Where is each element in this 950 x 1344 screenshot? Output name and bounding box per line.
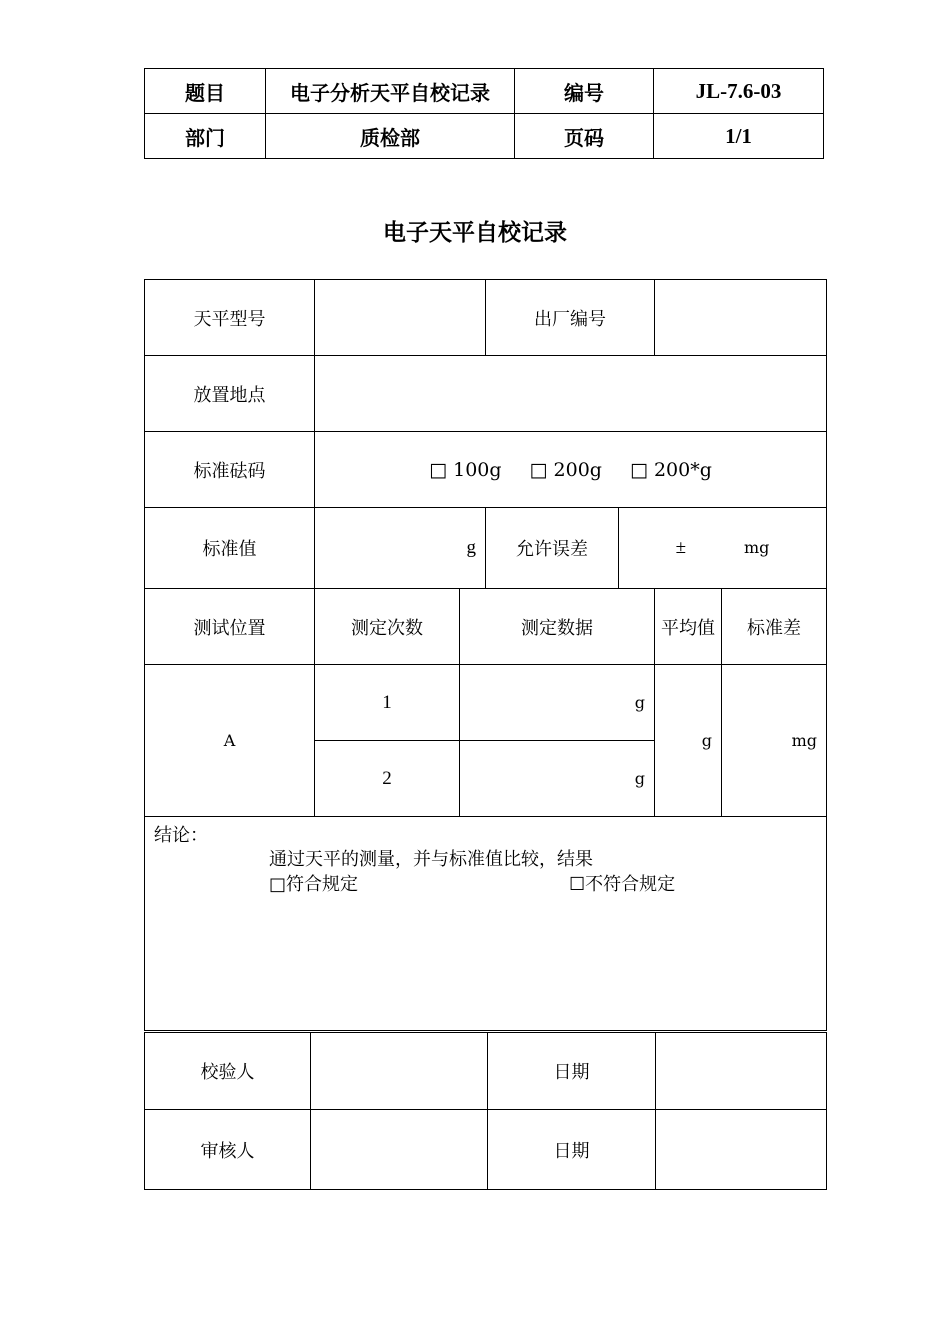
location-field[interactable] xyxy=(315,356,827,432)
page-value: 1/1 xyxy=(654,114,824,159)
conform-checkbox[interactable]: □符合规定 xyxy=(269,874,359,895)
dept-label: 部门 xyxy=(145,114,266,159)
count-2: 2 xyxy=(315,741,460,817)
signature-table xyxy=(144,1032,827,1190)
plus-minus-sign: ± xyxy=(675,537,686,558)
weight-option-200g[interactable]: □ 200g xyxy=(529,458,602,481)
col-count-header: 测定次数 xyxy=(315,589,460,665)
document-title: 电子天平自校记录 xyxy=(383,220,567,246)
number-label: 编号 xyxy=(515,69,654,114)
number-value: JL-7.6-03 xyxy=(654,69,824,114)
col-data-header: 测定数据 xyxy=(460,589,655,665)
mean-field[interactable]: g xyxy=(655,665,722,817)
data-field-2[interactable]: g xyxy=(460,741,655,817)
page-label: 页码 xyxy=(515,114,654,159)
reviewer-field[interactable] xyxy=(311,1110,488,1190)
conclusion-label: 结论： xyxy=(154,825,208,846)
serial-label: 出厂编号 xyxy=(486,280,655,356)
model-field[interactable] xyxy=(315,280,486,356)
weights-options xyxy=(315,432,827,508)
position-a: A xyxy=(145,665,315,817)
count-1: 1 xyxy=(315,665,460,741)
subject-value: 电子分析天平自校记录 xyxy=(266,69,515,114)
location-label: 放置地点 xyxy=(145,356,315,432)
tolerance-field[interactable] xyxy=(619,508,827,589)
model-label: 天平型号 xyxy=(145,280,315,356)
weight-option-200star-g[interactable]: □ 200*g xyxy=(629,458,712,481)
calibration-form-table xyxy=(144,279,827,1031)
date-field-1[interactable] xyxy=(656,1033,827,1110)
col-std-header: 标准差 xyxy=(722,589,827,665)
reviewer-label: 审核人 xyxy=(145,1110,311,1190)
weight-option-100g[interactable]: □ 100g xyxy=(429,458,502,481)
std-field[interactable]: mg xyxy=(722,665,827,817)
conclusion-text: 通过天平的测量，并与标准值比较，结果 xyxy=(269,849,593,870)
col-position-header: 测试位置 xyxy=(145,589,315,665)
date-label-1: 日期 xyxy=(488,1033,656,1110)
standard-label: 标准值 xyxy=(145,508,315,589)
tolerance-unit: mg xyxy=(744,538,770,557)
serial-field[interactable] xyxy=(655,280,827,356)
nonconform-checkbox[interactable]: ☐不符合规定 xyxy=(569,874,676,895)
col-mean-header: 平均值 xyxy=(655,589,722,665)
date-label-2: 日期 xyxy=(488,1110,656,1190)
weights-label: 标准砝码 xyxy=(145,432,315,508)
dept-value: 质检部 xyxy=(266,114,515,159)
standard-field[interactable]: g xyxy=(315,508,486,589)
calibrator-label: 校验人 xyxy=(145,1033,311,1110)
subject-label: 题目 xyxy=(145,69,266,114)
date-field-2[interactable] xyxy=(656,1110,827,1190)
calibrator-field[interactable] xyxy=(311,1033,488,1110)
conclusion-cell xyxy=(145,817,827,1031)
document-header-table xyxy=(144,68,824,159)
data-field-1[interactable]: g xyxy=(460,665,655,741)
tolerance-label: 允许误差 xyxy=(486,508,619,589)
